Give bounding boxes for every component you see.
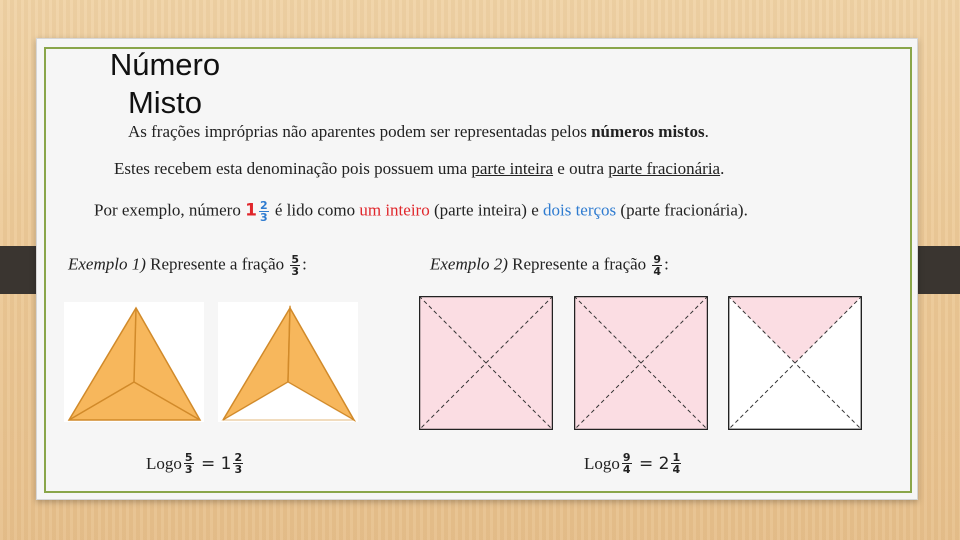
- example-2-result-mixed-denominator: 4: [672, 463, 681, 476]
- example-2-result-fraction: [622, 452, 632, 475]
- paragraph-2-end: .: [720, 159, 725, 178]
- parte-inteira-term: parte inteira: [471, 159, 554, 178]
- example-1-result-whole: 1: [220, 453, 232, 474]
- example-1-result-mixed-fraction: [233, 452, 243, 475]
- example-2-colon: :: [664, 254, 669, 274]
- example-1-fraction: [290, 254, 300, 277]
- square-full-1-figure: [419, 296, 553, 430]
- paragraph-3-mid-2: (parte inteira) e: [429, 200, 543, 220]
- example-1-result-numerator: 5: [184, 451, 193, 464]
- example-2-text: Represente a fração: [507, 254, 651, 274]
- square-full-2-figure: [574, 296, 708, 430]
- example-1-text: Represente a fração: [145, 254, 289, 274]
- example-1-result-fraction: [184, 452, 194, 475]
- mixed-number-whole: 1: [245, 200, 257, 221]
- paragraph-3-text: Por exemplo, número: [94, 200, 246, 220]
- example-2-result-mixed-fraction: [671, 452, 681, 475]
- paragraph-1-end: .: [704, 122, 709, 141]
- example-1-result-mixed-numerator: 2: [234, 451, 243, 464]
- paragraph-2: [114, 159, 724, 179]
- example-2-fraction: [652, 254, 662, 277]
- example-2-denominator: 4: [653, 265, 662, 278]
- example-2-result-word: Logo: [584, 453, 620, 473]
- example-2-label: Exemplo 2): [430, 254, 508, 274]
- square-full-1: [419, 296, 553, 430]
- paragraph-1: [128, 122, 709, 142]
- example-2-prompt: [430, 254, 669, 277]
- example-2-result: [584, 452, 683, 475]
- title-line-2: Misto: [127, 85, 203, 120]
- numeros-mistos-term: números mistos: [591, 122, 705, 141]
- example-1-result-word: Logo: [146, 453, 182, 473]
- um-inteiro-term: um inteiro: [359, 200, 430, 220]
- paragraph-3: [94, 200, 748, 223]
- paragraph-1-text: As frações impróprias não aparentes podem ser representadas pelos: [128, 122, 592, 141]
- example-1-label: Exemplo 1): [68, 254, 146, 274]
- square-quarter-figure: [728, 296, 862, 430]
- example-2-result-whole: 2: [658, 453, 670, 474]
- example-1-denominator: 3: [291, 265, 300, 278]
- example-1-colon: :: [302, 254, 307, 274]
- mixed-number-numerator: 2: [259, 199, 268, 212]
- dois-tercos-term: dois terços: [542, 200, 617, 220]
- square-full-2: [574, 296, 708, 430]
- example-2-result-numerator: 9: [622, 451, 631, 464]
- example-2-result-equals: =: [633, 453, 659, 474]
- example-2-result-mixed-numerator: 1: [672, 451, 681, 464]
- mixed-number-fraction: [259, 200, 269, 223]
- square-quarter: [728, 296, 862, 430]
- paragraph-2-text: Estes recebem esta denominação pois possuem uma: [114, 159, 472, 178]
- tetrahedron-full-figure: [64, 302, 204, 422]
- paragraph-2-mid: e outra: [553, 159, 609, 178]
- example-1-prompt: [68, 254, 307, 277]
- mixed-number-denominator: 3: [259, 211, 268, 224]
- tetrahedron-full-image: [64, 302, 204, 422]
- parte-fracionaria-term: parte fracionária: [608, 159, 721, 178]
- example-1-numerator: 5: [291, 253, 300, 266]
- tetrahedron-partial-figure: [218, 302, 358, 422]
- slide-title: [100, 46, 230, 122]
- example-2-numerator: 9: [653, 253, 662, 266]
- paragraph-3-end: (parte fracionária).: [616, 200, 748, 220]
- title-line-1: Número: [109, 47, 221, 82]
- example-1-result-denominator: 3: [184, 463, 193, 476]
- example-2-result-denominator: 4: [622, 463, 631, 476]
- example-1-result-mixed-denominator: 3: [234, 463, 243, 476]
- example-1-result-equals: =: [195, 453, 221, 474]
- tetrahedron-partial-image: [218, 302, 358, 422]
- paragraph-3-mid: é lido como: [270, 200, 360, 220]
- example-1-result: [146, 452, 245, 475]
